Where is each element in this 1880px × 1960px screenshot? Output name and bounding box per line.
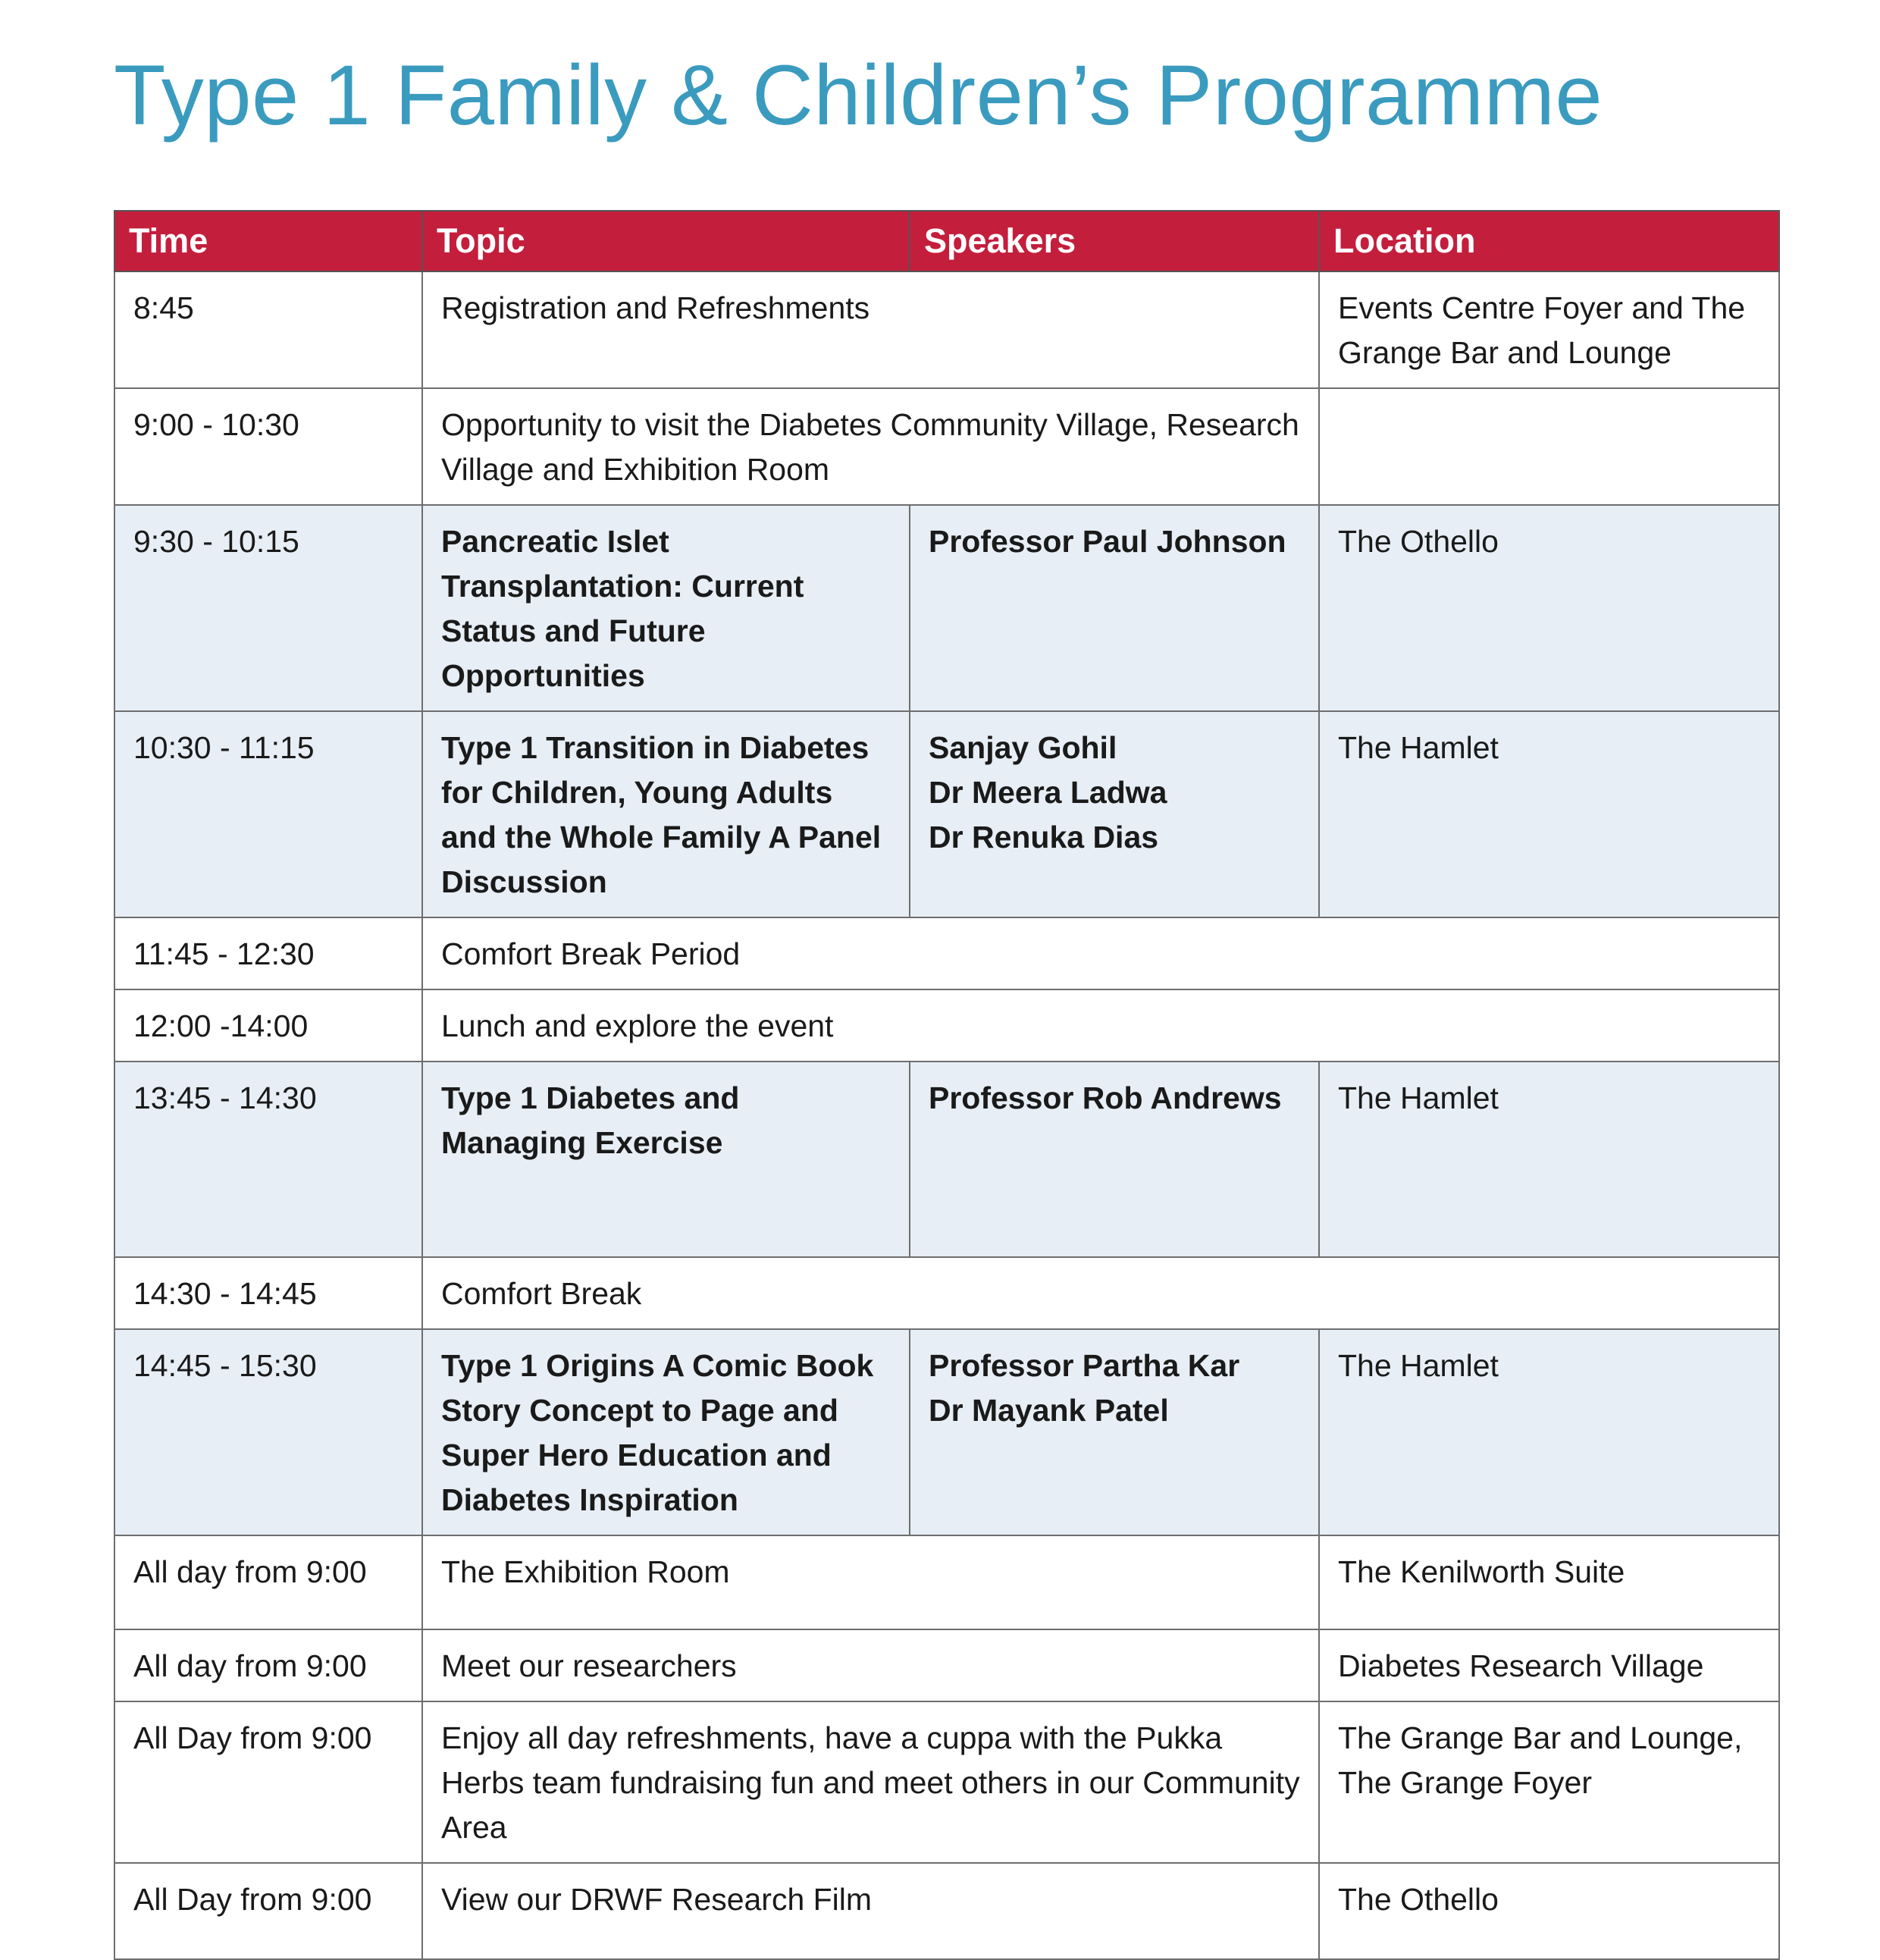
cell-time: 14:30 - 14:45 [114, 1257, 422, 1329]
cell-topic: Type 1 Diabetes and Managing Exercise [422, 1062, 910, 1257]
cell-time: 14:45 - 15:30 [114, 1329, 422, 1535]
header-topic: Topic [422, 211, 910, 271]
cell-topic: Opportunity to visit the Diabetes Community Village, Research Village and Exhibition Room [422, 388, 1319, 505]
cell-time: 12:00 -14:00 [114, 989, 422, 1062]
cell-topic: The Exhibition Room [422, 1535, 1319, 1629]
cell-time: 10:30 - 11:15 [114, 711, 422, 917]
table-row [114, 1257, 1779, 1329]
table-row [114, 1062, 1779, 1257]
cell-time: 9:30 - 10:15 [114, 505, 422, 711]
cell-speakers: Professor Rob Andrews [910, 1062, 1319, 1257]
table-row [114, 1629, 1779, 1701]
table-row [114, 989, 1779, 1062]
cell-location: Diabetes Research Village [1319, 1629, 1779, 1701]
cell-topic: Comfort Break [422, 1257, 1779, 1329]
cell-topic: Type 1 Origins A Comic Book Story Concept to Page and Super Hero Education and Diabetes Inspiration [422, 1329, 910, 1535]
cell-topic: Lunch and explore the event [422, 989, 1779, 1062]
cell-time: All Day from 9:00 [114, 1863, 422, 1959]
cell-location: Events Centre Foyer and The Grange Bar and Lounge [1319, 271, 1779, 388]
cell-topic: Registration and Refreshments [422, 271, 1319, 388]
programme-table [114, 210, 1780, 1960]
cell-time: All Day from 9:00 [114, 1701, 422, 1863]
cell-topic: Comfort Break Period [422, 917, 1779, 989]
cell-location: The Hamlet [1319, 711, 1779, 917]
table-row [114, 917, 1779, 989]
header-location: Location [1319, 211, 1779, 271]
cell-time: 11:45 - 12:30 [114, 917, 422, 989]
cell-speakers [910, 1329, 1319, 1535]
table-header-row [114, 211, 1779, 271]
cell-time: 9:00 - 10:30 [114, 388, 422, 505]
table-row [114, 1863, 1779, 1959]
table-row [114, 1701, 1779, 1863]
cell-topic: Enjoy all day refreshments, have a cuppa with the Pukka Herbs team fundraising fun and meet others in our Community Area [422, 1701, 1319, 1863]
cell-topic: Meet our researchers [422, 1629, 1319, 1701]
cell-location: The Othello [1319, 505, 1779, 711]
cell-location: The Hamlet [1319, 1062, 1779, 1257]
table-row [114, 711, 1779, 917]
cell-topic: Type 1 Transition in Diabetes for Children, Young Adults and the Whole Family A Panel Discussion [422, 711, 910, 917]
speaker-name: Dr Mayank Patel [929, 1393, 1169, 1428]
speaker-name: Sanjay Gohil [929, 730, 1117, 765]
cell-time: All day from 9:00 [114, 1629, 422, 1701]
cell-speakers [910, 711, 1319, 917]
cell-time: 8:45 [114, 271, 422, 388]
header-speakers: Speakers [910, 211, 1319, 271]
cell-location: The Othello [1319, 1863, 1779, 1959]
header-time: Time [114, 211, 422, 271]
speaker-name: Dr Renuka Dias [929, 820, 1159, 855]
table-row [114, 1535, 1779, 1629]
table-row [114, 1329, 1779, 1535]
table-row [114, 388, 1779, 505]
cell-topic: View our DRWF Research Film [422, 1863, 1319, 1959]
table-row [114, 505, 1779, 711]
cell-location: The Grange Bar and Lounge, The Grange Foyer [1319, 1701, 1779, 1863]
speaker-name: Professor Partha Kar [929, 1348, 1240, 1383]
cell-location [1319, 388, 1779, 505]
cell-time: 13:45 - 14:30 [114, 1062, 422, 1257]
table-row [114, 271, 1779, 388]
cell-time: All day from 9:00 [114, 1535, 422, 1629]
cell-topic: Pancreatic Islet Transplantation: Current Status and Future Opportunities [422, 505, 910, 711]
speaker-name: Dr Meera Ladwa [929, 775, 1167, 810]
cell-speakers: Professor Paul Johnson [910, 505, 1319, 711]
cell-location: The Kenilworth Suite [1319, 1535, 1779, 1629]
page-title: Type 1 Family & Children’s Programme [114, 48, 1603, 143]
cell-location: The Hamlet [1319, 1329, 1779, 1535]
